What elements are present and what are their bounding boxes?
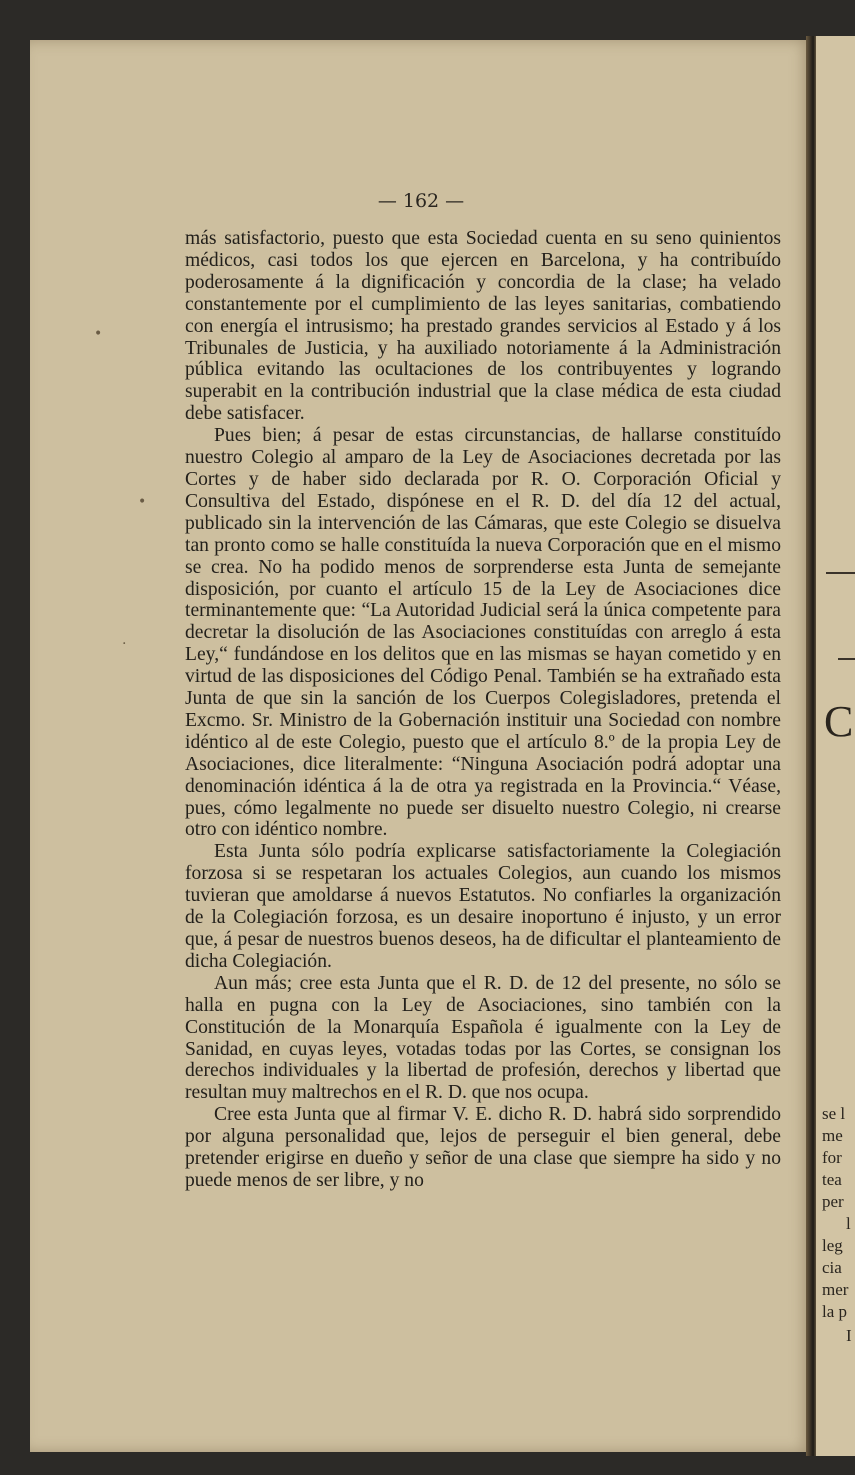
rule-line: [838, 658, 855, 660]
book-page-right-edge: [816, 36, 855, 1456]
line-fragment: se l: [822, 1104, 846, 1123]
paragraph-4: Aun más; cree esta Junta que el R. D. de 12 del presente, no sólo se halla en pugna con la Ley de Asociaciones, sino también con la Constitución de la Monarquía Española é igualmente con la Ley de Sanidad, en cuyas leyes, votadas todas por las Cortes, se consignan los derechos individuales y la libertad de profesión, derechos y libertad que resultan muy maltrechos en el R. D. que nos ocupa.: [185, 972, 781, 1104]
paragraph-3: Esta Junta sólo podría explicarse satisfactoriamente la Colegiación forzosa si se respetaran los actuales Colegios, aun cuando los mismos tuvieran que amoldarse á nuevos Estatutos. No confiarles la organización de la Colegiación forzosa, es un desaire inoportuno é injusto, y un error que, á pesar de nuestros buenos deseos, ha de dificultar el planteamiento de dicha Colegiación.: [185, 841, 781, 972]
rule-line: [826, 572, 855, 574]
heading-fragment: C: [824, 697, 854, 746]
line-fragment: I: [846, 1326, 852, 1345]
body-text: [185, 228, 781, 1192]
margin-dot: .: [122, 632, 127, 648]
line-fragment: mer: [822, 1280, 849, 1299]
paragraph-2: Pues bien; á pesar de estas circunstancias, de hallarse constituído nuestro Colegio al amparo de la Ley de Asociaciones decretada por las Cortes y de haber sido declarada por R. O. Corporación Oficial y Consultiva del Estado, dispónese en el R. D. del día 12 del actual, publicado sin la intervención de las Cámaras, que este Colegio se disuelva tan pronto como se halle constituída la nueva Corporación que en el mismo se crea. No ha podido menos de sorprenderse esta Junta de semejante disposición, por cuanto el artículo 15 de la Ley de Asociaciones dice terminantemente que: “La Autoridad Judicial será la única competente para decretar la disolución de las Asociaciones constituídas con arreglo á esta Ley,“ fundándose en los delitos que en las mismas se hayan cometido y en virtud de las disposiciones del Código Penal. También se ha extrañado esta Junta de que sin la sanción de los Cuerpos Colegisladores, pretenda el Excmo. Sr. Ministro de la Gobernación instituir una Sociedad con nombre idéntico al de este Colegio, puesto que el artículo 8.º de la propia Ley de Asociaciones, dice literalmente: “Ninguna Asociación podrá adoptar una denominación idéntica á la de otra ya registrada en la Provincia.“ Véase, pues, cómo legalmente no puede ser disuelto nuestro Colegio, ni crearse otro con idéntico nombre.: [185, 425, 781, 841]
line-fragment: for: [822, 1148, 842, 1167]
margin-dot: •: [138, 494, 147, 510]
line-fragment: l: [846, 1214, 851, 1233]
book-page-left: [30, 40, 812, 1452]
line-fragment: leg: [822, 1236, 843, 1255]
paragraph-5: Cree esta Junta que al firmar V. E. dicho R. D. habrá sido sorprendido por alguna personalidad que, lejos de perseguir el bien general, debe pretender erigirse en dueño y señor de una clase que siempre ha sido y no puede menos de ser libre, y no: [185, 1104, 781, 1191]
line-fragment: cia: [822, 1258, 842, 1277]
line-fragment: la p: [822, 1302, 848, 1321]
line-fragment: me: [822, 1126, 843, 1145]
line-fragment: tea: [822, 1170, 842, 1189]
page-number: — 162 —: [377, 190, 465, 212]
margin-dot: •: [94, 326, 103, 342]
paragraph-1: más satisfactorio, puesto que esta Sociedad cuenta en su seno quinientos médicos, casi todos los que ejercen en Barcelona, y ha contribuído poderosamente á la dignificación y concordia de la clase; ha velado constantemente por el cumplimiento de las leyes sanitarias, combatiendo con energía el intrusismo; ha prestado grandes servicios al Estado y á los Tribunales de Justicia, y ha auxiliado notoriamente á la Administración pública evitando las ocultaciones de los contribuyentes y logrando superabit en la contribución industrial que la clase médica de esta ciudad debe satisfacer.: [185, 228, 781, 425]
line-fragment: per: [822, 1192, 844, 1211]
